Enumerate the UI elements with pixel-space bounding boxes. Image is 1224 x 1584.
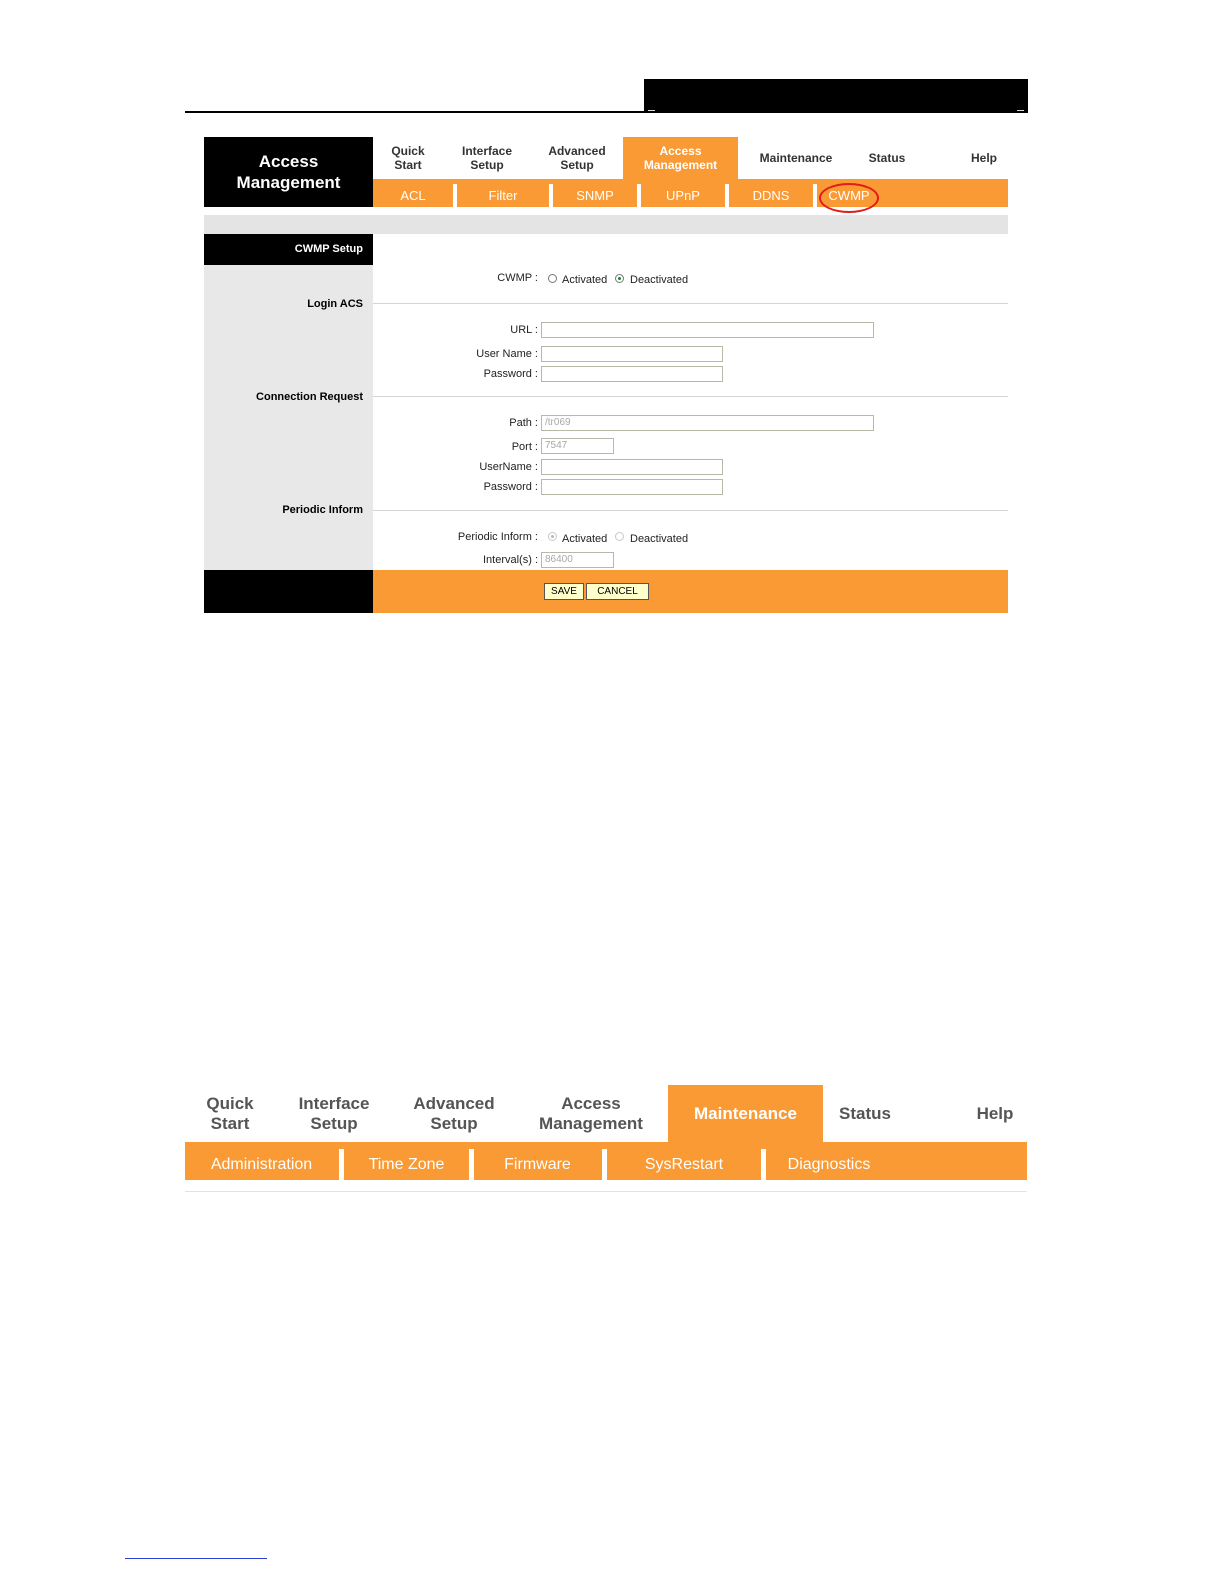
subnav-filter[interactable]: Filter <box>488 188 518 203</box>
subnav-acl[interactable]: ACL <box>400 188 426 203</box>
nav-advanced-setup[interactable] <box>393 1085 515 1142</box>
divider <box>373 510 1008 511</box>
maintenance-top-nav <box>185 1085 1027 1142</box>
nav-label: Setup <box>470 158 504 172</box>
cr-password-input[interactable] <box>541 479 723 495</box>
url-label: URL : <box>510 324 538 336</box>
cr-password-label: Password : <box>483 481 538 493</box>
cwmp-activated-radio[interactable] <box>548 274 557 283</box>
nav-label: Access <box>659 144 702 158</box>
section-title: CWMP Setup <box>204 234 373 265</box>
interval-label: Interval(s) : <box>482 554 538 566</box>
document-header-bar <box>644 79 1028 113</box>
nav-label: Interface <box>461 144 513 158</box>
periodic-deactivated-radio[interactable] <box>615 532 624 541</box>
nav-label: Quick <box>391 144 425 158</box>
footer-actions <box>373 570 1008 613</box>
login-acs-heading: Login ACS <box>307 298 363 310</box>
nav-label: Start <box>394 158 422 172</box>
subnav-ddns[interactable]: DDNS <box>752 188 790 203</box>
maintenance-sub-nav <box>185 1142 1027 1180</box>
radio-label: Activated <box>562 274 608 286</box>
nav-label: Quick <box>206 1093 254 1113</box>
nav-label: Setup <box>430 1113 478 1133</box>
subnav-administration[interactable]: Administration <box>210 1156 313 1173</box>
nav-interface-setup[interactable] <box>443 137 531 179</box>
periodic-activated-radio[interactable] <box>548 532 557 541</box>
nav-label: Management <box>643 158 718 172</box>
nav-advanced-setup[interactable] <box>531 137 623 179</box>
nav-quick-start[interactable] <box>185 1085 275 1142</box>
top-nav <box>373 137 1008 179</box>
nav-label: Access <box>561 1093 621 1113</box>
nav-quick-start[interactable] <box>373 137 443 179</box>
nav-label: Advanced <box>413 1093 495 1113</box>
nav-label: Start <box>210 1113 250 1133</box>
divider <box>373 303 1008 304</box>
cwmp-label: CWMP : <box>497 272 538 284</box>
nav-status[interactable] <box>854 137 920 179</box>
subnav-upnp[interactable]: UPnP <box>666 188 700 203</box>
cancel-button[interactable]: CANCEL <box>586 583 649 600</box>
subnav-divider <box>813 184 817 207</box>
subnav-time-zone[interactable]: Time Zone <box>368 1156 445 1173</box>
nav-label: Help <box>970 151 997 165</box>
path-input[interactable]: /tr069 <box>541 415 874 431</box>
subnav-firmware[interactable]: Firmware <box>504 1156 571 1173</box>
save-button[interactable]: SAVE <box>544 583 584 600</box>
radio-label: Activated <box>562 533 608 545</box>
nav-label: Help <box>976 1103 1014 1123</box>
nav-label: Interface <box>298 1093 370 1113</box>
acs-username-input[interactable] <box>541 346 723 362</box>
nav-label: Management <box>539 1113 643 1133</box>
nav-help[interactable] <box>957 1085 1033 1142</box>
radio-label: Deactivated <box>630 533 689 545</box>
cr-username-input[interactable] <box>541 459 723 475</box>
port-input[interactable]: 7547 <box>541 438 614 454</box>
subnav-cwmp[interactable]: CWMP <box>828 188 870 203</box>
subnav-diagnostics[interactable]: Diagnostics <box>787 1156 871 1173</box>
nav-maintenance[interactable] <box>668 1085 823 1142</box>
brand-line: Access <box>258 152 319 171</box>
nav-help[interactable] <box>953 137 1015 179</box>
periodic-inform-label: Periodic Inform : <box>457 531 538 543</box>
connection-request-heading: Connection Request <box>256 391 363 403</box>
divider <box>373 396 1008 397</box>
footer-link-underline <box>125 1558 267 1559</box>
divider <box>185 1191 1027 1192</box>
acs-password-label: Password : <box>483 368 538 380</box>
subnav-sysrestart[interactable]: SysRestart <box>644 1156 724 1173</box>
nav-label: Advanced <box>548 144 606 158</box>
brand-title <box>204 137 373 207</box>
nav-label: Setup <box>310 1113 358 1133</box>
highlight-circle <box>819 183 879 213</box>
nav-maintenance[interactable] <box>738 137 854 179</box>
nav-label: Status <box>839 1103 891 1123</box>
path-label: Path : <box>509 417 538 429</box>
url-input[interactable] <box>541 322 874 338</box>
cr-username-label: UserName : <box>479 461 538 473</box>
nav-label: Setup <box>560 158 594 172</box>
radio-label: Deactivated <box>630 274 689 286</box>
sub-nav <box>373 179 1008 207</box>
nav-access-management[interactable] <box>515 1085 667 1142</box>
acs-username-label: User Name : <box>476 348 538 360</box>
subnav-snmp[interactable]: SNMP <box>576 188 614 203</box>
nav-label: Maintenance <box>694 1103 797 1123</box>
brand-line: Management <box>236 173 341 192</box>
nav-interface-setup[interactable] <box>275 1085 393 1142</box>
interval-input[interactable]: 86400 <box>541 552 614 568</box>
nav-label: Status <box>868 151 906 165</box>
cwmp-deactivated-radio[interactable] <box>615 274 624 283</box>
content-top-strip <box>204 215 1008 234</box>
periodic-inform-heading: Periodic Inform <box>282 504 363 516</box>
nav-access-management[interactable] <box>623 137 738 179</box>
header-rule <box>185 111 1028 113</box>
port-label: Port : <box>511 441 538 453</box>
nav-status[interactable] <box>823 1085 907 1142</box>
acs-password-input[interactable] <box>541 366 723 382</box>
nav-label: Maintenance <box>759 151 833 165</box>
footer-left <box>204 570 373 613</box>
